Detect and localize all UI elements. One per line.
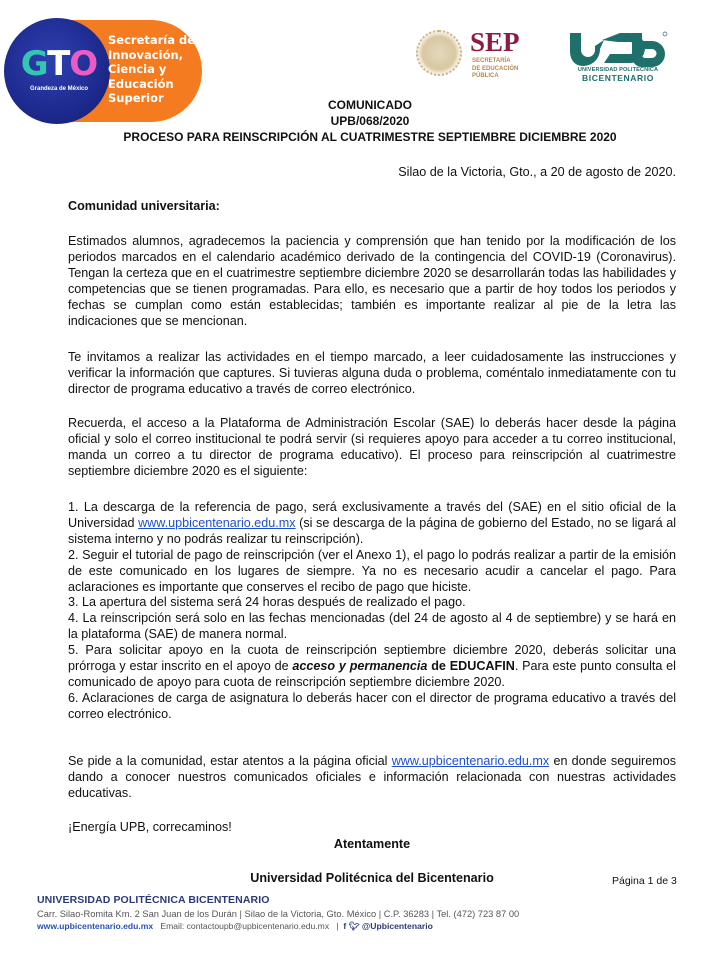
paragraph-intro: Estimados alumnos, agradecemos la paciencia y comprensión que han tenido por la modificación de los periodos marcados en el calendario académico derivado de la contingencia del COVID-19 (Coronavirus). Tengan la certeza que en el cuatrimestre septiembre diciembre 2020 se desarrollarán todas las habilidades y competencias que se tienen programadas. Para ello, es necesario que a partir de hoy todos los periodos y fechas se cumplan como están establecidas; también es importante realizar al pie de la letra las indicaciones que se mencionan. xyxy=(68,234,676,328)
step-1: 1. La descarga de la referencia de pago, será exclusivamente a través del (SAE) en el sitio oficial de la Universidad www.upbicentenario.edu.mx (si se descarga de la página de gobierno del Estado, no se ligará al sistema interno y no podrás realizar tu reinscripción). xyxy=(68,500,677,546)
facebook-icon[interactable]: f xyxy=(343,921,347,931)
footer-separator: | xyxy=(336,921,339,931)
sign-off: Atentamente xyxy=(333,837,411,851)
place-date: Silao de la Victoria, Gto., a 20 de agosto de 2020. xyxy=(398,165,676,179)
salutation: Comunidad universitaria: xyxy=(68,199,220,213)
step-3: 3. La apertura del sistema será 24 horas después de realizado el pago. xyxy=(68,595,466,610)
emphasis-acceso-permanencia: acceso y permanencia xyxy=(292,659,428,674)
footer-address: Carr. Silao-Romita Km. 2 San Juan de los Durán | Silao de la Victoria, Gto. México | C.P. 36283 | Tel. (472) 723 87 00 xyxy=(37,909,520,919)
footer-contact xyxy=(37,921,433,932)
doc-subject: PROCESO PARA REINSCRIPCIÓN AL CUATRIMESTRE SEPTIEMBRE DICIEMBRE 2020 xyxy=(123,130,617,144)
gto-wordmark: GTO xyxy=(20,44,98,84)
paragraph-sae-access: Recuerda, el acceso a la Plataforma de Administración Escolar (SAE) lo deberás hacer desde la página oficial y solo el correo institucional te podrá servir (si requieres apoyo para acceder a tu correo institucional, manda un correo a tu director de programa educativo). El proceso para reinscripción al cuatrimestre septiembre diciembre 2020 es el siguiente: xyxy=(68,416,676,478)
university-website-link[interactable]: www.upbicentenario.edu.mx xyxy=(138,515,296,530)
footer-website-link[interactable]: www.upbicentenario.edu.mx xyxy=(37,921,154,931)
page-indicator: Página 1 de 3 xyxy=(612,875,677,887)
sep-wordmark: SEP xyxy=(470,27,520,57)
step-4: 4. La reinscripción será solo en las fechas mencionadas (del 24 de agosto al 4 de septiembre) y se hará en la plataforma (SAE) de manera normal. xyxy=(68,611,676,642)
sep-subtitle: SECRETARÍA DE EDUCACIÓN PÚBLICA xyxy=(472,58,519,79)
footer-institution: UNIVERSIDAD POLITÉCNICA BICENTENARIO xyxy=(37,894,270,906)
motto: ¡Energía UPB, correcaminos! xyxy=(68,820,232,834)
official-page-link[interactable]: www.upbicentenario.edu.mx xyxy=(391,754,550,768)
step-5: 5. Para solicitar apoyo en la cuota de reinscripción septiembre diciembre 2020, deberás solicitar una prórroga y estar inscrito en el apoyo de acceso y permanencia de EDUCAFIN. Para este punto consulta el comunicado de apoyo para cuota de reinscripción septiembre diciembre 2020. xyxy=(68,643,676,689)
step-2: 2. Seguir el tutorial de pago de reinscripción (ver el Anexo 1), el pago lo podrás realizar a partir de la emisión de este comunicado en los lugares de siempre. Ya no es necesario acudir a cancelar el pago. Para aclaraciones es importante que conserves el recibo de pago que hiciste. xyxy=(68,547,676,594)
emphasis-educafin: de EDUCAFIN xyxy=(427,659,515,674)
upb-logo-mark-icon xyxy=(566,30,668,68)
gto-tagline: Grandeza de México xyxy=(29,86,89,92)
upb-logo-line1: UNIVERSIDAD POLITÉCNICA xyxy=(577,67,659,73)
signatory: Universidad Politécnica del Bicentenario xyxy=(250,871,494,885)
paragraph-closing: Se pide a la comunidad, estar atentos a la página oficial www.upbicentenario.edu.mx en donde seguiremos dando a conocer nuestros comunicados oficiales e información relacionada con nuestras actividades educativas. xyxy=(68,754,677,800)
doc-number: UPB/068/2020 xyxy=(330,114,410,128)
twitter-icon[interactable]: 🐦︎ xyxy=(348,921,360,931)
footer-social-handle[interactable]: @Upbicentenario xyxy=(361,921,433,931)
upb-logo-line2: BICENTENARIO xyxy=(582,73,654,83)
steps-list xyxy=(68,500,676,723)
gto-secretaria-name: Secretaría de Innovación, Ciencia y Educación Superior xyxy=(108,33,196,105)
step-6: 6. Aclaraciones de carga de asignatura lo deberás hacer con el director de programa educativo a través del correo electrónico. xyxy=(68,690,676,721)
doc-type: COMUNICADO xyxy=(328,98,412,112)
paragraph-instructions: Te invitamos a realizar las actividades en el tiempo marcado, a leer cuidadosamente las instrucciones y verificar la información que captures. Si tuvieras alguna duda o problema, coméntalo inmediatamente con tu director de programa educativo a través de correo electrónico. xyxy=(68,350,676,396)
footer-email[interactable]: Email: contactoupb@upbicentenario.edu.mx xyxy=(160,921,330,931)
mexico-seal-icon xyxy=(416,30,462,76)
